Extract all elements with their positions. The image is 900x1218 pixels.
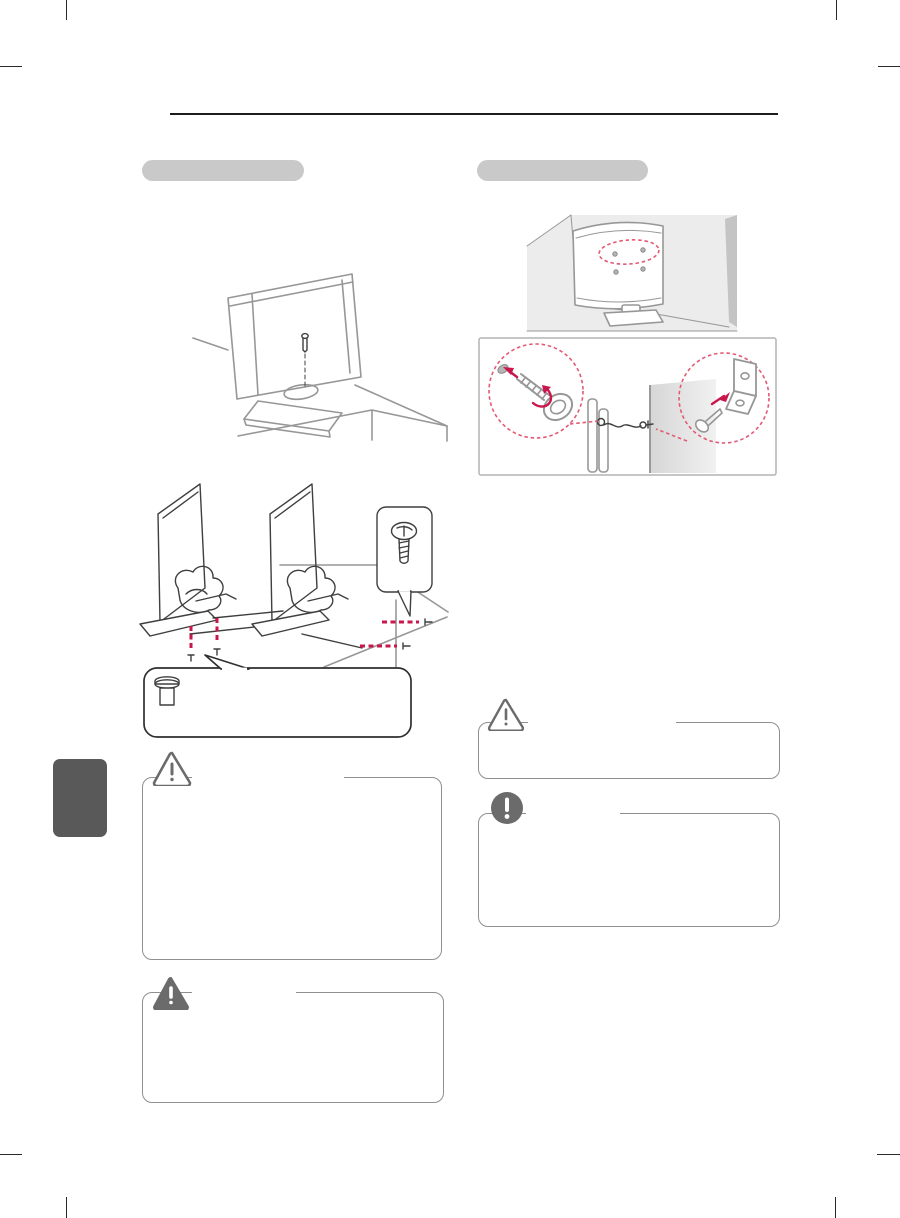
caution-box-left (142, 777, 442, 960)
figure-screw-note-bubble (140, 650, 420, 745)
figure-tv-corner-wall (523, 212, 741, 336)
crop-mark (835, 1197, 836, 1218)
warning-title-gap (192, 990, 296, 995)
crop-mark (66, 0, 67, 20)
figure-eyebolt-brackets (478, 337, 778, 477)
crop-mark (66, 1197, 67, 1218)
screw-icon (302, 334, 308, 389)
caution-title-gap (528, 720, 676, 725)
crop-mark (836, 0, 837, 20)
header-rule (170, 113, 778, 115)
page-side-tab (53, 759, 107, 837)
crop-mark (877, 1154, 900, 1155)
section-heading-pill-left (142, 160, 304, 181)
warning-triangle-filled-icon (151, 975, 191, 1010)
caution-title-gap (192, 775, 344, 780)
screw-inset-callout (377, 507, 432, 616)
section-heading-pill-right (477, 160, 648, 181)
tv-side-view-left (140, 484, 300, 636)
figure-stand-screw-mount (133, 480, 453, 675)
figure-tv-on-table (140, 260, 455, 460)
exclamation-circle-icon (490, 791, 524, 825)
note-box-right (478, 813, 780, 927)
warning-triangle-outline-icon (151, 750, 193, 786)
crop-mark (0, 66, 22, 67)
crop-mark (878, 66, 900, 67)
warning-triangle-outline-icon (486, 697, 526, 731)
crop-mark (0, 1154, 22, 1155)
note-title-gap (526, 811, 620, 816)
tv-back-illustration (228, 274, 361, 437)
